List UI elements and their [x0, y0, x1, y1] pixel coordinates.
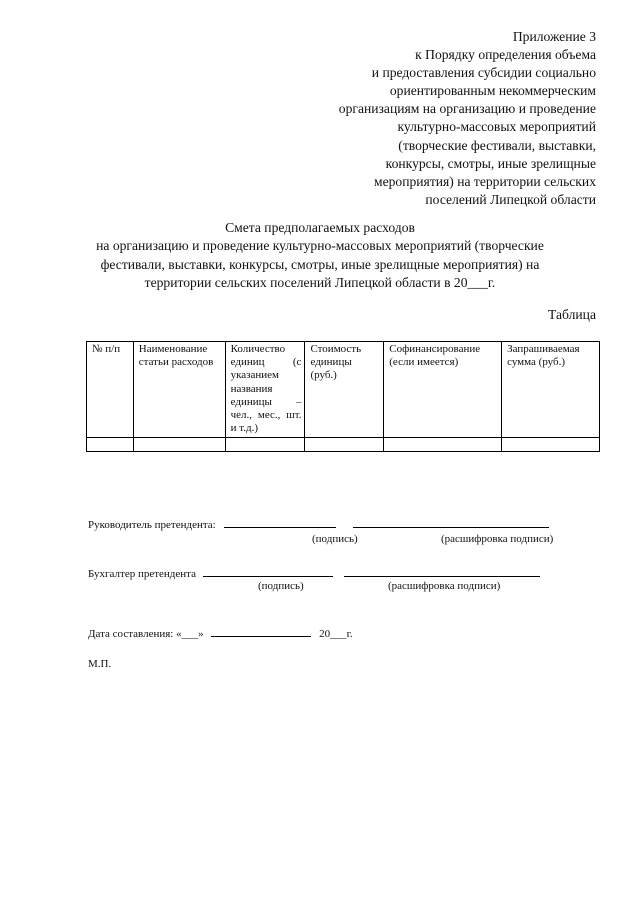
title-line: фестивали, выставки, конкурсы, смотры, иные зрелищные мероприятия) на — [100, 256, 540, 272]
date-year: 20___г. — [319, 628, 353, 640]
appendix-line: мероприятия) на территории сельских — [373, 173, 596, 189]
head-label: Руководитель претендента: — [88, 519, 216, 531]
head-caption-sign: (подпись) — [312, 533, 358, 545]
appendix-line: организациям на организацию и проведение — [338, 101, 596, 117]
appendix-line: ориентированным некоммерческим — [389, 83, 596, 99]
accountant-label: Бухгалтер претендента — [88, 568, 196, 580]
title-line: на организацию и проведение культурно-массовых мероприятий (творческие — [96, 238, 544, 254]
table-cell[interactable] — [305, 438, 384, 452]
title-line: территории сельских поселений Липецкой области в 20___г. — [144, 274, 496, 290]
appendix-line: и предоставления субсидии социально — [371, 65, 596, 81]
table-cell[interactable] — [133, 438, 225, 452]
table-cell[interactable] — [384, 438, 502, 452]
accountant-signature-blank[interactable] — [203, 566, 333, 577]
head-name-blank[interactable] — [353, 517, 549, 528]
accountant-caption-sign: (подпись) — [258, 580, 304, 592]
column-header: Софинансирование (если имеется) — [384, 342, 502, 438]
appendix-line: культурно-массовых мероприятий — [397, 119, 596, 135]
appendix-header — [266, 28, 596, 209]
table-cell[interactable] — [225, 438, 305, 452]
appendix-line: конкурсы, смотры, иные зрелищные — [385, 155, 596, 171]
date-label: Дата составления: «___» — [88, 628, 204, 640]
column-header: Количество единиц (с указанием названия единицы – чел., мес., шт. и т.д.) — [225, 342, 305, 438]
date-month-blank[interactable] — [211, 626, 311, 637]
column-header: № п/п — [87, 342, 134, 438]
head-signature-blank[interactable] — [224, 517, 336, 528]
title-line: Смета предполагаемых расходов — [225, 220, 415, 235]
document-title — [40, 219, 600, 292]
stamp-label: М.П. — [88, 658, 112, 670]
appendix-line: Приложение 3 — [512, 29, 596, 44]
accountant-signature-line — [88, 566, 540, 580]
column-header: Стоимость единицы (руб.) — [305, 342, 384, 438]
appendix-line: к Порядку определения объема — [415, 47, 596, 63]
table-cell[interactable] — [87, 438, 134, 452]
appendix-line: (творческие фестивали, выставки, — [398, 137, 596, 153]
appendix-line: поселений Липецкой области — [425, 191, 596, 207]
table-cell[interactable] — [502, 438, 600, 452]
estimate-table — [86, 341, 600, 452]
table-header-row — [87, 342, 600, 438]
column-header: Наименование статьи расходов — [133, 342, 225, 438]
head-signature-line — [88, 517, 549, 531]
accountant-caption-name: (расшифровка подписи) — [388, 580, 501, 592]
table-label: Таблица — [548, 307, 596, 322]
column-header: Запрашиваемая сумма (руб.) — [502, 342, 600, 438]
head-caption-name: (расшифровка подписи) — [441, 533, 554, 545]
table-row — [87, 438, 600, 452]
accountant-name-blank[interactable] — [344, 566, 540, 577]
date-line — [88, 626, 353, 640]
